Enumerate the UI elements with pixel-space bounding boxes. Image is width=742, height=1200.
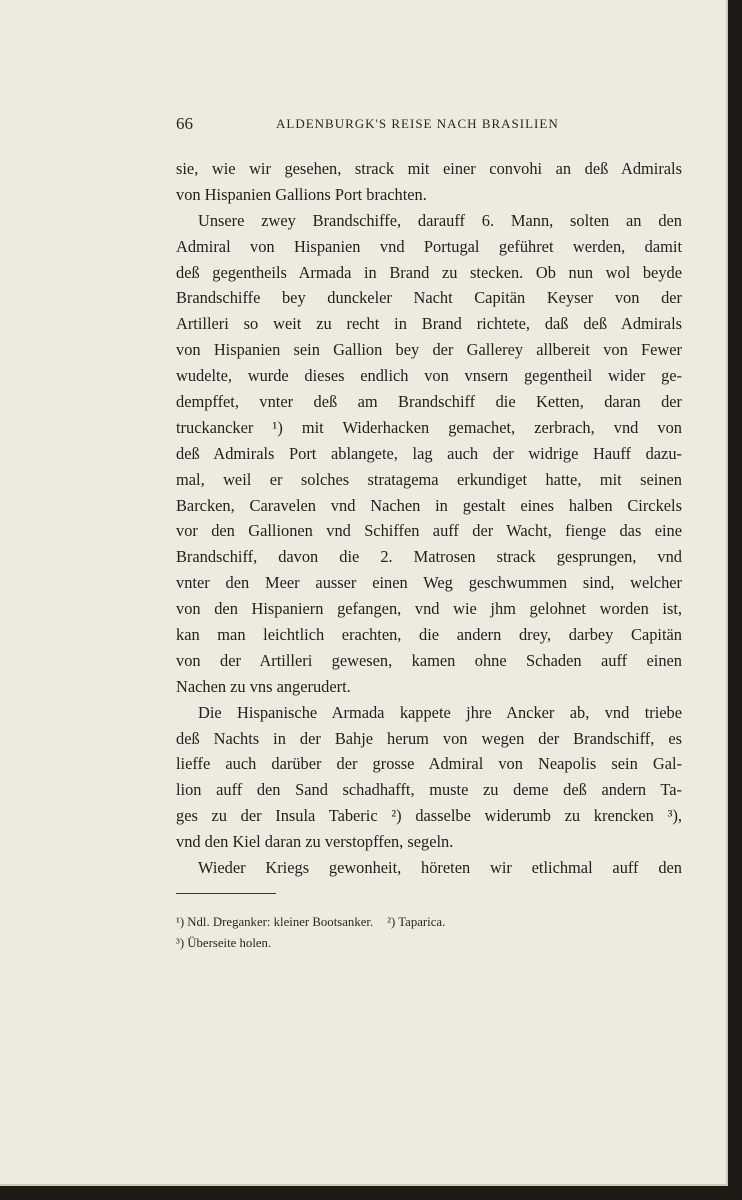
footnote-1: ¹) Ndl. Dreganker: kleiner Bootsanker. [176,915,374,929]
text-line: Admiral von Hispanien vnd Portugal geführet werden, damit [176,236,682,256]
text-line: von der Artilleri gewesen, kamen ohne Schaden auff einen [176,650,682,670]
text-line: deß Nachts in der Bahje herum von wegen der Brandschiff, es [176,728,682,748]
text-line: von Hispanien Gallions Port brachten. [176,184,427,204]
footnote-2: ²) Taparica. [387,915,446,929]
text-line: truckancker ¹) mit Widerhacken gemachet, zerbrach, vnd von [176,417,682,437]
footnote-rule [176,893,276,894]
text-line: mal, weil er solches stratagema erkundiget hatte, mit seinen [176,469,682,489]
text-line: deß Admirals Port ablangete, lag auch der widrige Hauff dazu- [176,443,682,463]
text-line: kan man leichtlich erachten, die andern drey, darbey Capitän [176,625,682,645]
text-line: Wieder Kriegs gewonheit, höreten wir etlichmal auff den [198,858,682,878]
footnote-line [176,912,682,933]
text-line: von Hispanien sein Gallion bey der Gallerey allbereit von Fewer [176,340,682,360]
text-line: lion auff den Sand schadhafft, muste zu deme deß andern Ta- [176,780,682,800]
text-line: Artilleri so weit zu recht in Brand richtete, daß deß Admirals [176,314,682,334]
text-line: lieffe auch darüber der grosse Admiral von Neapolis sein Gal- [176,754,682,774]
page-number: 66 [176,114,193,133]
text-line: vnd den Kiel daran zu verstopffen, segeln. [176,832,454,852]
text-line: deß gegentheils Armada in Brand zu stecken. Ob nun wol beyde [176,262,682,282]
text-line: Barcken, Caravelen vnd Nachen in gestalt eines halben Circkels [176,495,682,515]
text-line: Brandschiff, davon die 2. Matrosen strack gesprungen, vnd [176,547,682,567]
text-line: ges zu der Insula Taberic ²) dasselbe widerumb zu krencken ³), [176,806,682,826]
text-line: sie, wie wir gesehen, strack mit einer convohi an deß Admirals [176,159,682,178]
footnote-3: ³) Überseite holen. [176,936,272,950]
text-line: vnter den Meer ausser einen Weg geschwummen sind, welcher [176,573,682,593]
text-line: Unsere zwey Brandschiffe, darauff 6. Mann, solten an den [198,210,682,230]
text-line: Nachen zu vns angerudert. [176,676,351,696]
text-line: dempffet, vnter deß am Brandschiff die Ketten, daran der [176,392,682,412]
text-line: Brandschiffe bey dunckeler Nacht Capitän Keyser von der [176,288,682,308]
text-line: von den Hispaniern gefangen, vnd wie jhm gelohnet worden ist, [176,599,682,619]
running-title: ALDENBURGK'S REISE NACH BRASILIEN [276,116,559,131]
text-line: Die Hispanische Armada kappete jhre Ancker ab, vnd triebe [198,702,682,722]
text-line: vor den Gallionen vnd Schiffen auff der Wacht, fienge das eine [176,521,682,541]
text-line: wudelte, wurde dieses endlich von vnsern gegentheil wider ge- [176,366,682,386]
body-text [176,156,682,881]
footnote-line [176,933,682,954]
footnotes [176,912,682,954]
